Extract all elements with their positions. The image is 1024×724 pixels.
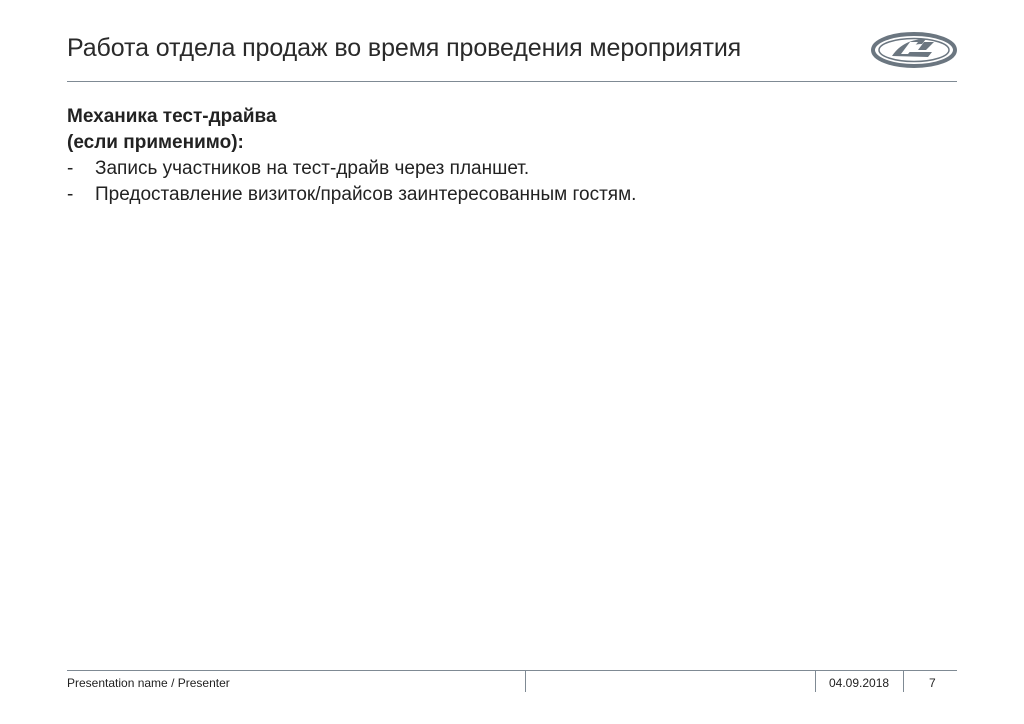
footer-divider <box>67 670 957 671</box>
footer-separator <box>903 670 904 692</box>
header-divider <box>67 81 957 82</box>
slide-title: Работа отдела продаж во время проведения мероприятия <box>67 34 742 62</box>
lada-boat-logo-icon <box>870 30 958 70</box>
list-item <box>67 156 947 182</box>
page-number: 7 <box>929 676 936 690</box>
footer-presentation-name: Presentation name / Presenter <box>67 676 230 690</box>
list-item <box>67 182 947 208</box>
bullet-marker: - <box>67 184 74 205</box>
bullet-marker: - <box>67 158 74 179</box>
footer-separator <box>525 670 526 692</box>
section-heading-line-1: Механика тест-драйва <box>67 106 277 127</box>
footer-separator <box>815 670 816 692</box>
bullet-text: Запись участников на тест-драйв через планшет. <box>95 158 530 179</box>
section-heading-line-2: (если применимо): <box>67 132 244 153</box>
footer-date: 04.09.2018 <box>829 676 890 690</box>
slide-content <box>67 104 947 208</box>
bullet-list <box>67 156 947 208</box>
bullet-text: Предоставление визиток/прайсов заинтересованным гостям. <box>95 184 637 205</box>
